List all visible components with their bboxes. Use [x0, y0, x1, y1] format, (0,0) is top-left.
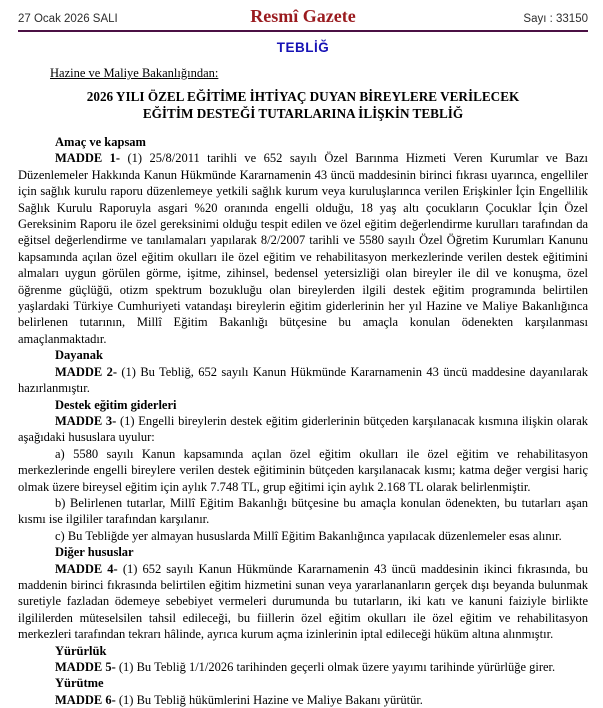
article-paragraph-madde1 [18, 150, 588, 347]
article-text-madde2: (1) Bu Tebliğ, 652 sayılı Kanun Hükmünde Kararnamenin 43 üncü maddesine dayanılarak hazırlanmıştır. [18, 364, 588, 396]
notice-title [18, 89, 588, 122]
article-paragraph-madde3-a: a) 5580 sayılı Kanun kapsamında açılan özel eğitim okulları ile özel eğitim ve rehabilitasyon merkezlerinde engelli bireylere verilen destek eğitiminin bütçeden karşılanacak kısmı; katma değer vergisi hariç olmak üzere bireysel eğitim için aylık 7.748 TL, grup eğitimi için aylık 2.168 TL olarak belirlenmiştir. [18, 446, 588, 494]
section-heading-yururluk: Yürürlük [55, 643, 107, 658]
notice-title-line2: EĞİTİM DESTEĞİ TUTARLARINA İLİŞKİN TEBLİĞ [142, 105, 464, 121]
section-heading-destek: Destek eğitim giderleri [55, 397, 177, 412]
masthead-date: 27 Ocak 2026 SALI [18, 13, 118, 25]
section-heading-diger: Diğer hususlar [55, 545, 134, 560]
masthead-rule-divider [18, 30, 588, 32]
section-heading-amac: Amaç ve kapsam [55, 135, 146, 149]
gazette-title: Resmî Gazete [250, 6, 356, 26]
article-paragraph-madde5 [18, 659, 588, 675]
section-heading-yurutme: Yürütme [55, 676, 104, 691]
article-text-madde1: (1) 25/8/2011 tarihli ve 652 sayılı Özel Barınma Hizmeti Veren Kurumlar ve Bazı Düzenlemeler Hakkında Kanun Hükmünde Kararnamenin 43 üncü maddesinin birinci fıkrası uyarınca, engelliler için sağlık kurulu raporu düzenlemeye yetkili sağlık kurum veya kuruluşlarınca verilen Erişkinler İçin Engellilik Sağlık Kurulu Raporuyla asgari %20 oranında engelli olduğu, 18 yaş altı çocukların Çocuklar İçin Özel Gereksinim Raporu ile özel gereksinimi olduğu tespit edilen ve özel eğitim değerlendirme kurulları tarafından da eğitsel değerlendirme ve tanılamaları yapılarak 8/2/2007 tarihli ve 5580 sayılı Özel Öğretim Kurumları Kanunu kapsamında açılan özel eğitim okulları ile özel eğitim ve rehabilitasyon merkezlerinde verilen destek eğitimini almaları uygun görülen görme, işitme, zihinsel, bedensel yetersizliği olan bireyler ile dil ve konuşma, özel öğrenme güçlüğü, otizm spektrum bozukluğu olan bireylerden ilgili destek eğitim programında belirtilen yaşlardaki Türkiye Cumhuriyeti vatandaşı bireylerin eğitim giderlerinin her yıl Hazine ve Maliye Bakanlığınca belirlenen tutarının, Millî Eğitim Bakanlığı bütçesine bu amaçla konulan ödenekten karşılanması amaçlanmaktadır. [18, 151, 589, 346]
article-text-madde6: (1) Bu Tebliğ hükümlerini Hazine ve Maliye Bakanı yürütür. [118, 692, 423, 707]
article-number-madde2: MADDE 2- [55, 364, 117, 379]
article-paragraph-madde4 [18, 561, 588, 643]
section-heading-dayanak: Dayanak [55, 348, 103, 363]
article-text-madde3: (1) Engelli bireylerin destek eğitim giderlerinin bütçeden karşılanacak kısmına ilişkin olarak aşağıdaki hususlara uyulur: [18, 413, 588, 445]
article-number-madde5: MADDE 5- [55, 660, 116, 674]
notice-title-line1: 2026 YILI ÖZEL EĞİTİME İHTİYAÇ DUYAN BİREYLERE VERİLECEK [86, 89, 520, 104]
notice-body [18, 134, 588, 708]
article-number-madde6: MADDE 6- [55, 692, 116, 707]
article-text-madde4: (1) 652 sayılı Kanun Hükmünde Kararnamenin 43 üncü maddesinin ikinci fıkrasında, bu maddenin birinci fıkrasında belirtilen eğitim hizmetini sunan veya yararlananların gerçek dışı beyanda bulunmak suretiyle fazladan ödemeye sebebiyet vermeleri durumunda bu tutarların, iki katı ve kanuni faiziyle birlikte ilgililerden müteselsilen tahsil edileceği, bu fiillerin özel eğitim okulları ile özel eğitim ve rehabilitasyon merkezleri tarafından tekrarı hâlinde, ayrıca kurum açma izinlerinin iptal edileceği hüküm altına alınmıştır. [18, 561, 588, 642]
article-paragraph-madde3 [18, 413, 588, 446]
article-paragraph-madde3-b: b) Belirlenen tutarlar, Millî Eğitim Bakanlığı bütçesine bu amaçla konulan ödenekten, bu tutarları aşan kısmı ise ilgililer tarafından karşılanır. [18, 495, 588, 527]
article-number-madde3: MADDE 3- [55, 413, 117, 428]
article-paragraph-madde6 [18, 692, 588, 708]
article-paragraph-madde2 [18, 364, 588, 397]
masthead-issue-number: Sayı : 33150 [523, 13, 588, 25]
article-number-madde4: MADDE 4- [55, 561, 118, 576]
article-text-madde5: (1) Bu Tebliğ 1/1/2026 tarihinden geçerli olmak üzere yayımı tarihinde yürürlüğe girer. [118, 660, 556, 674]
masthead [18, 0, 588, 30]
article-number-madde1: MADDE 1- [55, 151, 121, 166]
issuing-authority-text: Hazine ve Maliye Bakanlığından: [50, 66, 219, 80]
section-banner: TEBLİĞ [276, 40, 330, 55]
issuing-authority [50, 66, 588, 81]
article-paragraph-madde3-c: c) Bu Tebliğde yer almayan hususlarda Millî Eğitim Bakanlığınca yapılacak düzenlemeler esas alınır. [55, 528, 562, 543]
